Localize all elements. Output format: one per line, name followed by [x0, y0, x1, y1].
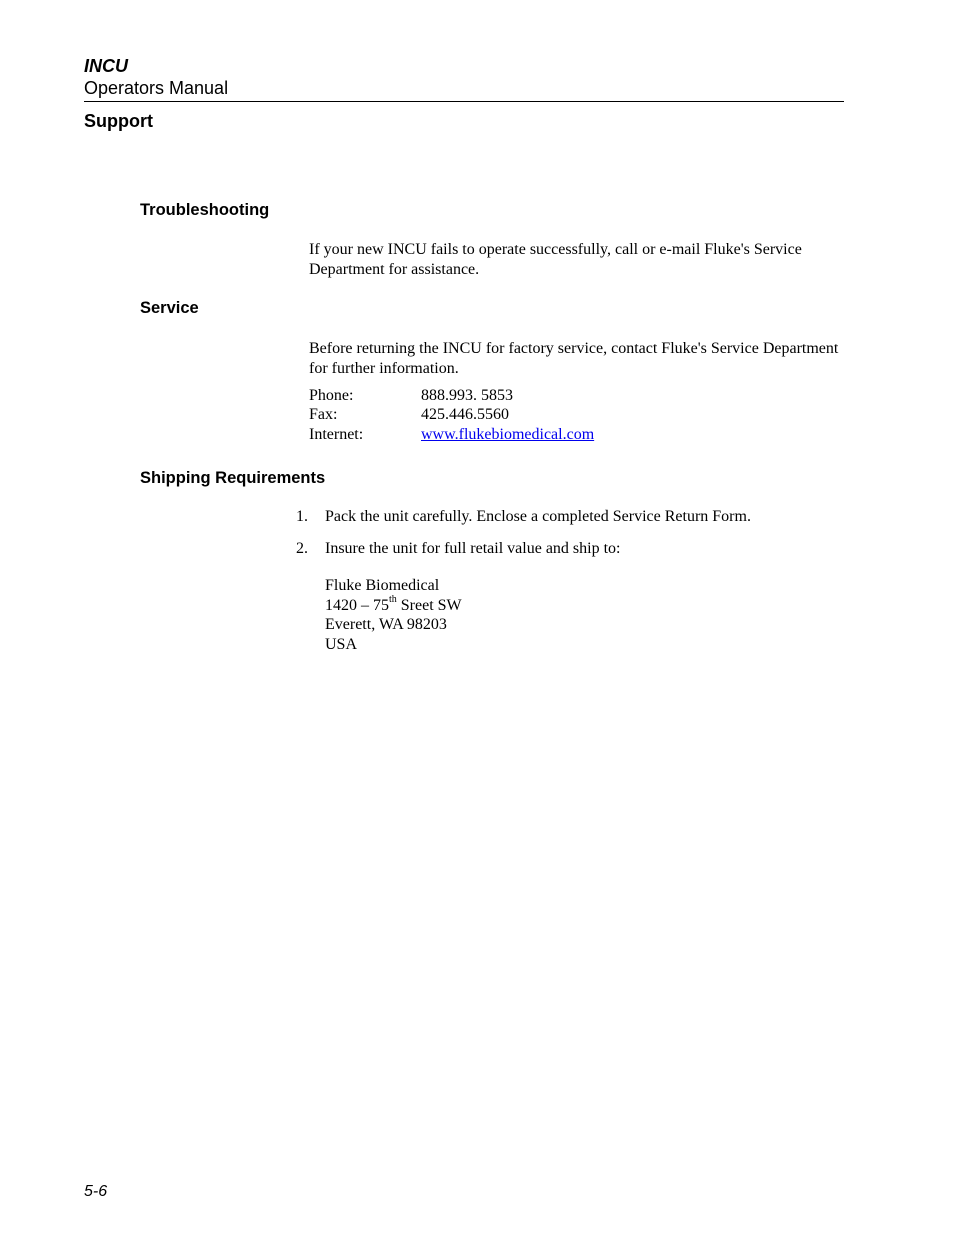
troubleshooting-body: If your new INCU fails to operate successfully, call or e-mail Fluke's Service Department for assistance.	[309, 241, 802, 278]
ordinal-suffix: th	[389, 594, 397, 606]
contact-table	[309, 386, 594, 444]
address-line-company: Fluke Biomedical	[325, 577, 440, 594]
chapter-title: Support	[84, 111, 153, 131]
manual-title: Operators Manual	[84, 78, 229, 98]
address-line-city: Everett, WA 98203	[325, 616, 447, 634]
contact-row-internet	[309, 425, 594, 444]
address-line-country: USA	[325, 636, 358, 654]
phone-label: Phone:	[309, 387, 354, 404]
internet-label: Internet:	[309, 425, 364, 443]
shipping-heading: Shipping Requirements	[140, 469, 326, 487]
contact-row-phone	[309, 386, 594, 405]
fax-label: Fax:	[309, 406, 338, 424]
street-number: 1420 – 75	[325, 596, 389, 614]
address-line-street	[325, 596, 462, 616]
step-text: Insure the unit for full retail value and ship to:	[325, 540, 621, 557]
fax-value: 425.446.5560	[421, 406, 509, 424]
service-body: Before returning the INCU for factory service, contact Fluke's Service Department for further information.	[309, 340, 839, 377]
step-text: Pack the unit carefully. Enclose a completed Service Return Form.	[325, 508, 751, 525]
step-number: 2.	[296, 540, 308, 557]
shipping-address	[325, 576, 462, 655]
contact-row-fax	[309, 405, 594, 424]
phone-value: 888.993. 5853	[421, 387, 513, 404]
service-heading: Service	[140, 299, 199, 317]
header-rule	[84, 101, 844, 102]
street-name: Sreet SW	[396, 596, 462, 614]
website-link[interactable]: www.flukebiomedical.com	[421, 425, 595, 443]
shipping-step	[296, 507, 856, 527]
shipping-step	[296, 539, 856, 559]
page-number: 5-6	[84, 1183, 108, 1200]
product-name: INCU	[84, 56, 128, 76]
troubleshooting-heading: Troubleshooting	[140, 201, 270, 219]
step-number: 1.	[296, 508, 308, 525]
